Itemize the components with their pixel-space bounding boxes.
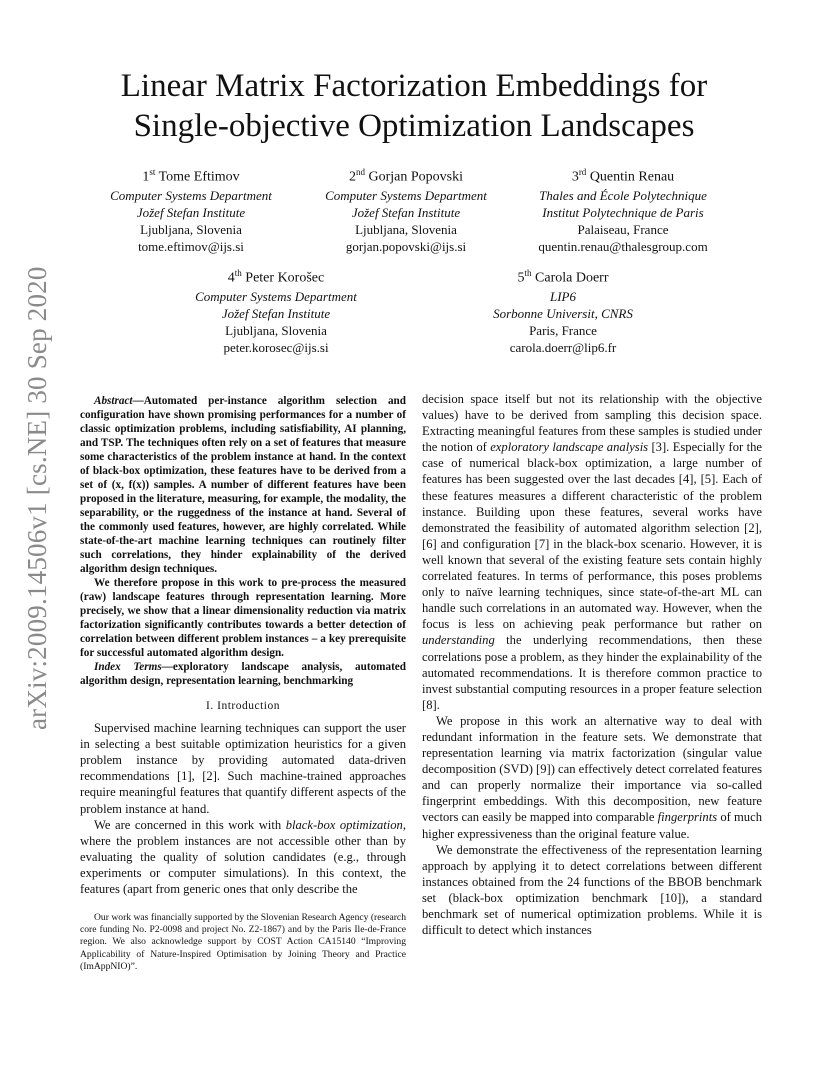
author-block-1: 1st Tome Eftimov Computer Systems Department Jožef Stefan Institute Ljubljana, Slovenia tome.eftimov@ijs.si [90,163,292,255]
title-line-1: Linear Matrix Factorization Embeddings for [120,68,708,104]
author-city: Paris, France [529,322,597,338]
index-terms-label: Index Terms [94,661,162,673]
author-department: Computer Systems Department [325,187,487,203]
funding-footnote: Our work was financially supported by the Slovenian Research Agency (research core funding No. P2-0098 and project No. Z2-1867) and by the Paris Ile-de-France region. We also acknowledge support by COST Action CA15140 “Improving Applicability of Nature-Inspired Optimisation by Joining Theory and Practice (ImAppNIO)”. [80,912,406,972]
author-block-2: 2nd Gorjan Popovski Computer Systems Department Jožef Stefan Institute Ljubljana, Slovenia gorjan.popovski@ijs.si [305,163,507,255]
author-institute: Jožef Stefan Institute [351,204,461,220]
author-name: Tome Eftimov [158,169,240,185]
author-name: Gorjan Popovski [368,169,463,185]
author-name: Quentin Renau [589,169,675,185]
arxiv-stamp-text: arXiv:2009.14506v1 [cs.NE] 30 Sep 2020 [22,266,52,730]
author-institute: Jožef Stefan Institute [136,204,246,220]
author-city: Palaiseau, France [577,221,669,237]
left-column [80,394,406,897]
author-email[interactable]: peter.korosec@ijs.si [223,339,329,355]
author-institute: Jožef Stefan Institute [221,305,331,321]
author-city: Ljubljana, Slovenia [355,221,457,237]
author-name: Carola Doerr [535,270,609,286]
intro-paragraph-5: We demonstrate the effectiveness of the representation learning approach by applying it to detect correlations between different instances obtained from the 24 functions of the BBOB benchmark set (black-box optimization benchmark [10]), a standard benchmark set of numerical optimization problems. While it is difficult to detect which instances [422,842,762,938]
author-city: Ljubljana, Slovenia [225,322,327,338]
intro-paragraph-1: Supervised machine learning techniques can support the user in selecting a best suitable optimization heuristics for a given problem instance by providing automated data-driven recommendations [1], [2]. Such machine-trained approaches require meaningful features that quantify different aspects of the problem instance at hand. [80,721,406,816]
section-heading-introduction: I. Introduction [206,700,280,712]
footnote [80,912,406,973]
author-institute: Institut Polytechnique de Paris [542,204,704,220]
author-department: Computer Systems Department [110,187,272,203]
author-email[interactable]: tome.eftimov@ijs.si [138,238,244,254]
author-block-3: 3rd Quentin Renau Thales and École Polytechnique Institut Polytechnique de Paris Palaiseau, France quentin.renau@thalesgroup.com [512,163,734,255]
index-terms: Index Terms—exploratory landscape analysis, automated algorithm design, representation learning, benchmarking [80,661,406,687]
author-department: Thales and École Polytechnique [539,187,707,203]
abstract-paragraph-1: Automated per-instance algorithm selection and configuration have shown promising performances for a number of classic optimization problems, including satisfiability, AI planning, and TSP. The techniques often rely on a set of features that measure some characteristics of the problem instance at hand. In the context of black-box optimization, these features have to be derived from a set of (x, f(x)) samples. A number of different features have been proposed in the literature, measuring, for example, the modality, the separability, or the ruggedness of the instance at hand. Several of the commonly used features, however, are highly correlated. While state-of-the-art machine learning techniques can routinely filter such correlations, they hinder explainability of the derived algorithm design techniques. [80,395,406,575]
paper-title [80,66,748,146]
author-block-4: 4th Peter Korošec Computer Systems Department Jožef Stefan Institute Ljubljana, Slovenia peter.korosec@ijs.si [175,264,377,356]
author-department: Computer Systems Department [195,288,357,304]
intro-paragraph-4: We propose in this work an alternative way to deal with redundant information in the feature sets. We demonstrate that representation learning via matrix factorization (singular value decomposition (SVD) [9]) can effectively detect correlated features and can properly normalize their importance via so-called fingerprint embeddings. With this decomposition, new feature vectors can easily be mapped into comparable fingerprints of much higher expressiveness than the original feature value. [422,713,762,841]
abstract-label: Abstract [94,395,133,407]
right-column [422,391,762,938]
author-department: LIP6 [550,288,576,304]
abstract-paragraph-2: We therefore propose in this work to pre-process the measured (raw) landscape features through representation learning. More precisely, we show that a linear dimensionality reduction via matrix factorization significantly contributes towards a better detection of correlation between different problem instances – a key prerequisite for successful automated algorithm design. [80,577,406,659]
author-name: Peter Korošec [245,270,325,286]
author-email[interactable]: quentin.renau@thalesgroup.com [538,238,708,254]
author-city: Ljubljana, Slovenia [140,221,242,237]
author-email[interactable]: carola.doerr@lip6.fr [509,339,617,355]
author-institute: Sorbonne Universit, CNRS [493,305,633,321]
abstract: Abstract—Automated per-instance algorithm selection and configuration have shown promising performances for a number of classic optimization problems, including satisfiability, AI planning, and TSP. The techniques often rely on a set of features that measure some characteristics of the problem instance at hand. In the context of black-box optimization, these features have to be derived from a set of (x, f(x)) samples. A number of different features have been proposed in the literature, measuring, for example, the modality, the separability, or the ruggedness of the instance at hand. Several of the commonly used features, however, are highly correlated. While state-of-the-art machine learning techniques can routinely filter such correlations, they hinder explainability of the derived algorithm design techniques. [80,395,406,575]
index-terms-text: exploratory landscape analysis, automated algorithm design, representation learning, benchmarking [80,661,406,687]
author-email[interactable]: gorjan.popovski@ijs.si [345,238,467,254]
intro-paragraph-3: decision space itself but not its relationship with the objective values) have to be derived from sampling this decision space. Extracting meaningful features from these samples is studied under the notion of exploratory landscape analysis [3]. Especially for the case of numerical black-box optimization, a large number of features has been suggested over the last decades [4], [5]. Each of these features measures a different characteristic of the problem instance. Building upon these features, several works have demonstrated the feasibility of automated algorithm selection [2], [6] and configuration [7] in the black-box scenario. However, it is well known that several of the existing feature sets contain highly correlated features. In terms of performance, this poses problems only to naïve learning techniques, since state-of-the-art ML can handle such correlations in an automated way. However, when the focus is less on achieving peak performance but rather on understanding the underlying recommendations, then these correlations pose a problem, as they hinder the explainability of the automated recommendations. It is therefore common practice to invest substantial computing resources in a proper feature selection [8]. [422,392,762,712]
author-block-5: 5th Carola Doerr LIP6 Sorbonne Universit, CNRS Paris, France carola.doerr@lip6.fr [463,264,663,356]
intro-paragraph-2: We are concerned in this work with black-box optimization, where the problem instances are not accessible other than by evaluating the quality of solution candidates (e.g., through experiments or computer simulations). In this context, the features (apart from generic ones that only describe the [80,817,407,897]
title-line-2: Single-objective Optimization Landscapes [133,108,695,144]
